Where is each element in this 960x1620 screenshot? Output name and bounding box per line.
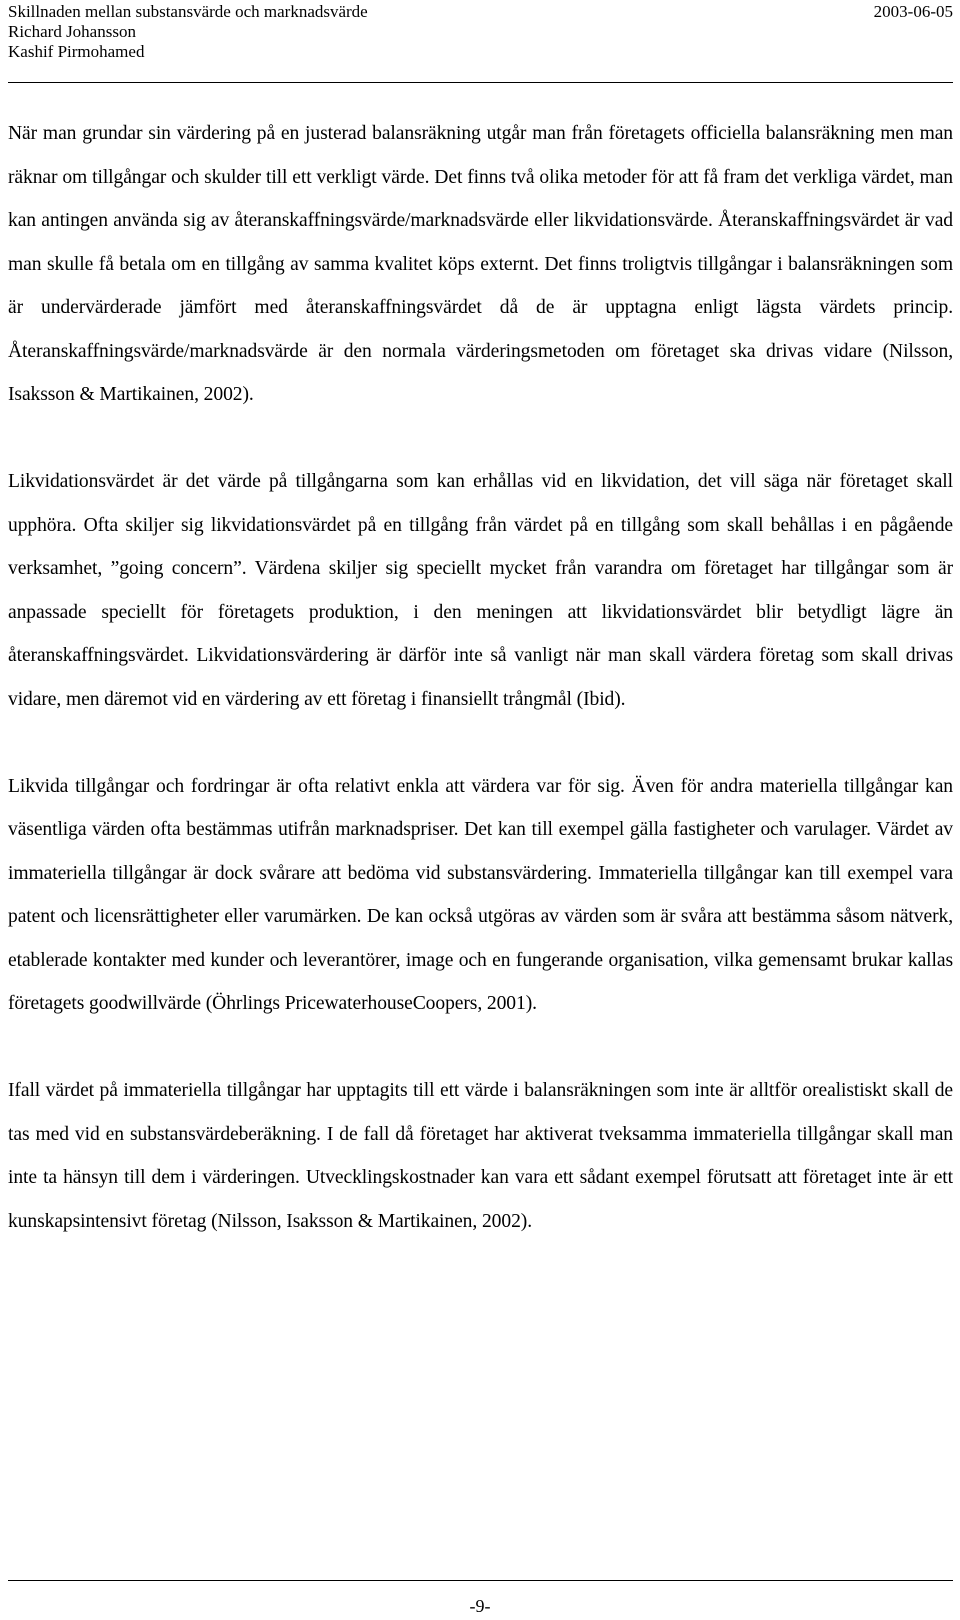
body-paragraph: Likvida tillgångar och fordringar är ofta relativt enkla att värdera var för sig. Även för andra materiella tillgångar kan väsentliga värden ofta bestämmas utifrån marknadspriser. Det kan till exempel gälla fastigheter och varulager. Värdet av immateriella tillgångar är dock svårare att bedöma vid substansvärdering. Immateriella tillgångar kan till exempel vara patent och licensrättigheter eller varumärken. De kan också utgöras av värden som är svåra att bestämma såsom nätverk, etablerade kontakter med kunder och leverantörer, image och en fungerande organisation, vilka gemensamt brukar kallas företagets goodwillvärde (Öhrlings PricewaterhouseCoopers, 2001). — [8, 775, 953, 1014]
header-title-row — [8, 2, 953, 22]
document-date: 2003-06-05 — [873, 2, 953, 21]
body-paragraph: När man grundar sin värdering på en justerad balansräkning utgår man från företagets officiella balansräkning men man räknar om tillgångar och skulder till ett verkligt värde. Det finns två olika metoder för att få fram det verkliga värdet, man kan antingen använda sig av återanskaffningsvärde/marknadsvärde eller likvidationsvärde. Återanskaffningsvärdet är vad man skulle få betala om en tillgång av samma kvalitet köps externt. Det finns troligtvis tillgångar i balansräkningen som är undervärderade jämfört med återanskaffningsvärdet då de är upptagna enligt lägsta värdets princip. Återanskaffningsvärde/marknadsvärde är den normala värderingsmetoden om företaget ska drivas vidare (Nilsson, Isaksson & Martikainen, 2002). — [8, 123, 953, 405]
body-paragraph: Likvidationsvärdet är det värde på tillgångarna som kan erhållas vid en likvidation, det vill säga när företaget skall upphöra. Ofta skiljer sig likvidationsvärdet på en tillgång från värdet på en tillgång som skall behållas i en pågående verksamhet, ”going concern”. Värdena skiljer sig speciellt mycket från varandra om företaget har tillgångar som är anpassade speciellt för företagets produktion, i den meningen att likvidationsvärdet blir betydligt lägre än återanskaffningsvärdet. Likvidationsvärdering är därför inte så vanligt när man skall värdera företag som skall drivas vidare, men däremot vid en värdering av ett företag i finansiellt trångmål (Ibid). — [8, 471, 953, 710]
author-name: Kashif Pirmohamed — [8, 42, 145, 61]
document-body — [8, 112, 953, 1287]
document-title: Skillnaden mellan substansvärde och marknadsvärde — [8, 2, 368, 21]
page-header — [8, 2, 953, 62]
author-name: Richard Johansson — [8, 22, 136, 41]
footer-divider — [8, 1580, 953, 1581]
page-number: -9- — [469, 1596, 491, 1616]
body-paragraph: Ifall värdet på immateriella tillgångar har upptagits till ett värde i balansräkningen som inte är alltför orealistiskt skall de tas med vid en substansvärdeberäkning. I de fall då företaget har aktiverat tveksamma immateriella tillgångar skall man inte ta hänsyn till dem i värderingen. Utvecklingskostnader kan vara ett sådant exempel förutsatt att företaget inte är ett kunskapsintensivt företag (Nilsson, Isaksson & Martikainen, 2002). — [8, 1080, 953, 1232]
header-divider — [8, 82, 953, 83]
